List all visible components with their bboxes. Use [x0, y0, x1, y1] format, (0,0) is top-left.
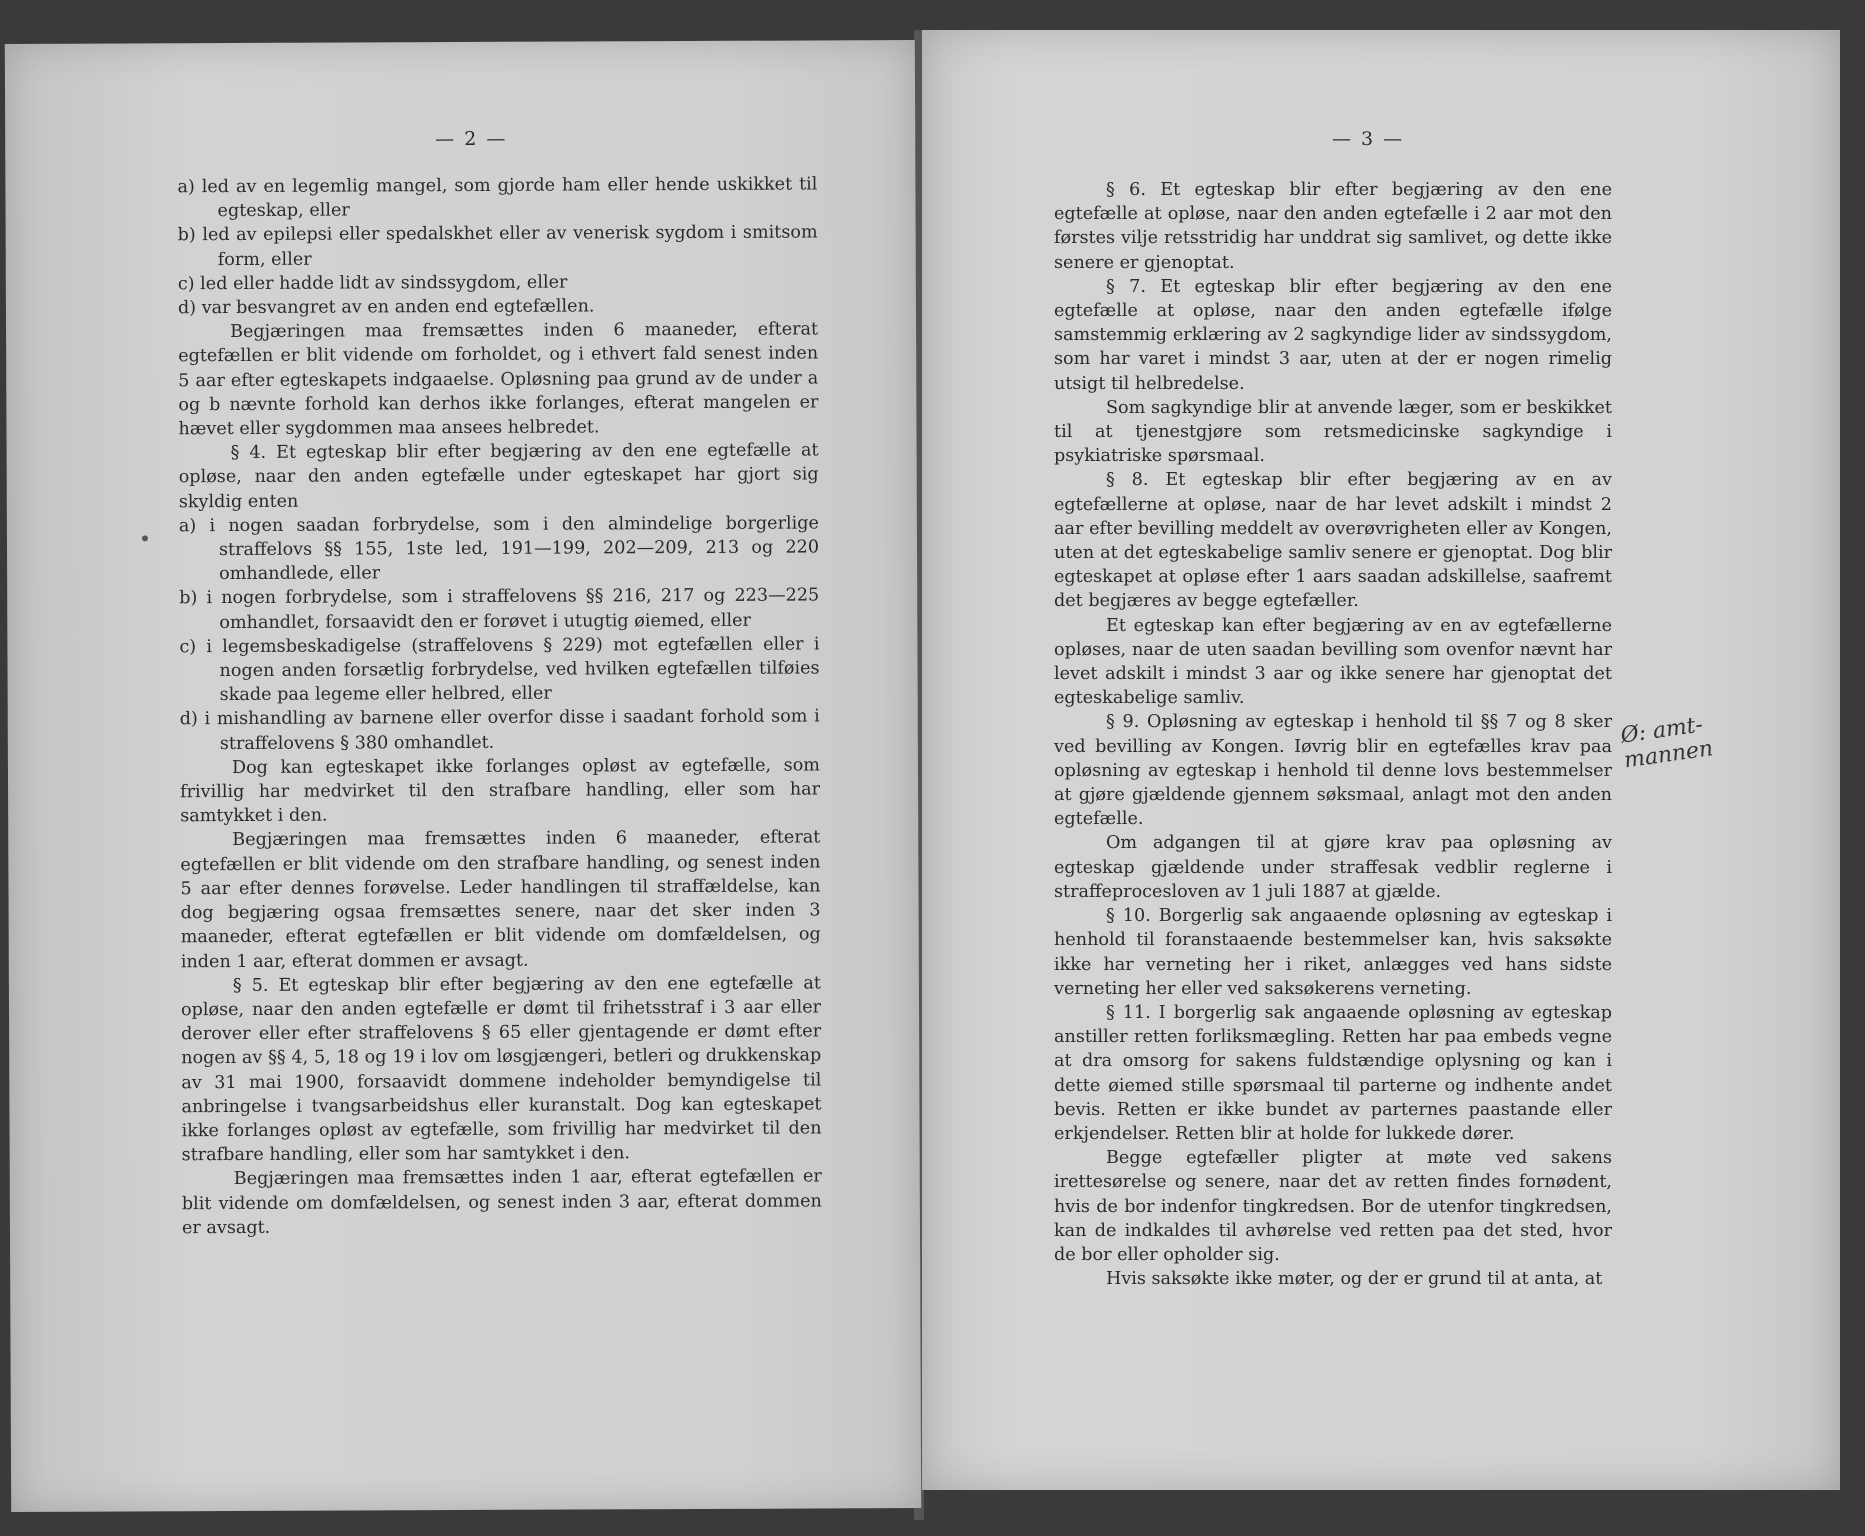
- paragraph: c) led eller hadde lidt av sindssygdom, eller: [177, 272, 568, 295]
- left-page-text: [177, 172, 822, 1240]
- paragraph: Begjæringen maa fremsættes inden 6 maaneder, efterat egtefællen er blit vidende om den strafbare handling, og senest inden 5 aar efter dennes forøvelse. Leder handlingen til straffældelse, kan dog begjæring ogsaa fremsættes senere, naar det sker inden 3 maaneder, efterat egtefællen er blit vidende om domfældelsen, og inden 1 aar, efterat dommen er avsagt.: [180, 827, 821, 972]
- section-10: § 10. Borgerlig sak angaaende opløsning av egteskap i henhold til foranstaaende bestemmelser kan, hvis saksøkte ikke har verneting her i riket, anlægges ved hans sidste verneting her eller ved saksøkerens verneting.: [1054, 906, 1612, 999]
- paragraph: Om adgangen til at gjøre krav paa opløsning av egteskap gjældende under straffesak vedblir reglerne i straffeprocesloven av 1 juli 1887 at gjælde.: [1054, 833, 1612, 902]
- section-7: § 7. Et egteskap blir efter begjæring av den ene egtefælle at opløse, naar den anden egtefælle ifølge samstemmig erklæring av 2 sagkyndige lider av sindssygdom, som har varet i mindst 3 aar, uten at der er nogen rimelig utsigt til helbredelse.: [1054, 276, 1612, 394]
- section-9: § 9. Opløsning av egteskap i henhold til §§ 7 og 8 sker ved bevilling av Kongen. Iøvrig blir en egtefælles krav paa opløsning av egteskap i henhold til denne lovs bestemmelser at gjøre gjældende gjennem søksmaal, anlagt mot den anden egtefælle.: [1054, 712, 1612, 830]
- paragraph: Som sagkyndige blir at anvende læger, som er beskikket til at tjenestgjøre som retsmedicinske sagkyndige i psykiatriske spørsmaal.: [1054, 397, 1612, 467]
- page-number-left: — 2 —: [435, 127, 508, 151]
- paragraph: Hvis saksøkte ikke møter, og der er grund til at anta, at: [1106, 1269, 1603, 1290]
- paragraph: a) i nogen saadan forbrydelse, som i den almindelige borgerlige straffelovs §§ 155, 1ste led, 191—199, 202—209, 213 og 220 omhandlede, eller: [178, 513, 820, 585]
- paragraph: b) i nogen forbrydelse, som i straffelovens §§ 216, 217 og 223—225 omhandlet, forsaavidt den er forøvet i utugtig øiemed, eller: [179, 585, 820, 633]
- margin-dot: [142, 535, 148, 541]
- paragraph: Begjæringen maa fremsættes inden 1 aar, efterat egtefællen er blit vidende om domfældelsen, og senest inden 3 aar, efterat dommen er avsagt.: [181, 1166, 822, 1238]
- section-4: § 4. Et egteskap blir efter begjæring av den ene egtefælle at opløse, naar den anden egtefælle under egteskapet har gjort sig skyldig enten: [178, 440, 819, 512]
- paragraph: b) led av epilepsi eller spedalskhet eller av venerisk sygdom i smitsom form, eller: [177, 222, 818, 270]
- section-5: § 5. Et egteskap blir efter begjæring av den ene egtefælle at opløse, naar den anden egtefælle er dømt til frihetsstraf i 3 aar eller derover eller efter straffelovens § 65 eller gjentagende er dømt efter nogen av §§ 4, 5, 18 og 19 i lov om løsgjængeri, betleri og drukkenskap av 31 mai 1900, forsaavidt dommene indeholder bemyndigelse til anbringelse i tvangsarbeidshus eller kuranstalt. Dog kan egteskapet ikke forlanges opløst av egtefælle, som frivillig har medvirket til den strafbare handling, eller som har samtykket i den.: [180, 973, 822, 1166]
- paragraph: Et egteskap kan efter begjæring av en av egtefællerne opløses, naar de uten saadan bevilling som ovenfor nævnt har levet adskilt i mindst 3 aar og ikke senere har gjenoptat det egteskabelige samliv.: [1054, 615, 1612, 709]
- paragraph: d) var besvangret av en anden end egtefællen.: [177, 296, 595, 319]
- right-page: [922, 30, 1840, 1490]
- right-page-text: [1054, 178, 1612, 1291]
- section-8: § 8. Et egteskap blir efter begjæring av en av egtefællerne at opløse, naar de har levet adskilt i mindst 2 aar efter bevilling meddelt av overøvrigheten eller av Kongen, uten at det egteskabelige samliv senere er gjenoptat. Dog blir egteskapet at opløse efter 1 aars saadan adskillelse, saafremt det begjæres av begge egtefæller.: [1054, 470, 1612, 612]
- page-number-right: — 3 —: [1332, 128, 1405, 150]
- paragraph: Begjæringen maa fremsættes inden 6 maaneder, efterat egtefællen er blit vidende om forholdet, og i ethvert fald senest inden 5 aar efter egteskapets indgaaelse. Opløsning paa grund av de under a og b nævnte forhold kan derhos ikke forlanges, efterat mangelen er hævet eller sygdommen maa ansees helbredet.: [178, 319, 819, 440]
- paragraph: d) i mishandling av barnene eller overfor disse i saadant forhold som i straffelovens § 380 omhandlet.: [179, 706, 820, 754]
- handwritten-note: Ø: amt- mannen: [1619, 712, 1715, 774]
- section-6: § 6. Et egteskap blir efter begjæring av den ene egtefælle at opløse, naar den anden egtefælle i 2 aar mot den førstes vilje retsstridig har unddrat sig samlivet, og dette ikke senere er gjenoptat.: [1054, 180, 1612, 273]
- paragraph: Dog kan egteskapet ikke forlanges opløst av egtefælle, som frivillig har medvirket til den strafbare handling, eller som har samtykket i den.: [180, 755, 821, 827]
- section-11: § 11. I borgerlig sak angaaende opløsning av egteskap anstiller retten forliksmægling. Retten har paa embeds vegne at dra omsorg for sakens fuldstændige oplysning og kan i dette øiemed stille spørsmaal til parterne og indhente andet bevis. Retten er ikke bundet av parternes paastande eller erkjendelser. Retten blir at holde for lukkede dører.: [1054, 1002, 1612, 1144]
- left-page: [5, 40, 921, 1512]
- paragraph: a) led av en legemlig mangel, som gjorde ham eller hende uskikket til egteskap, eller: [177, 174, 818, 222]
- paragraph: c) i legemsbeskadigelse (straffelovens § 229) mot egtefællen eller i nogen anden forsætlig forbrydelse, ved hvilken egtefællen tilføies skade paa legeme eller helbred, eller: [179, 634, 820, 706]
- paragraph: Begge egtefæller pligter at møte ved sakens irettesørelse og senere, naar det av retten findes fornødent, hvis de bor indenfor tingkredsen. Bor de utenfor tingkredsen, kan de indkaldes til avhørelse ved retten paa det sted, hvor de bor eller opholder sig.: [1054, 1148, 1612, 1265]
